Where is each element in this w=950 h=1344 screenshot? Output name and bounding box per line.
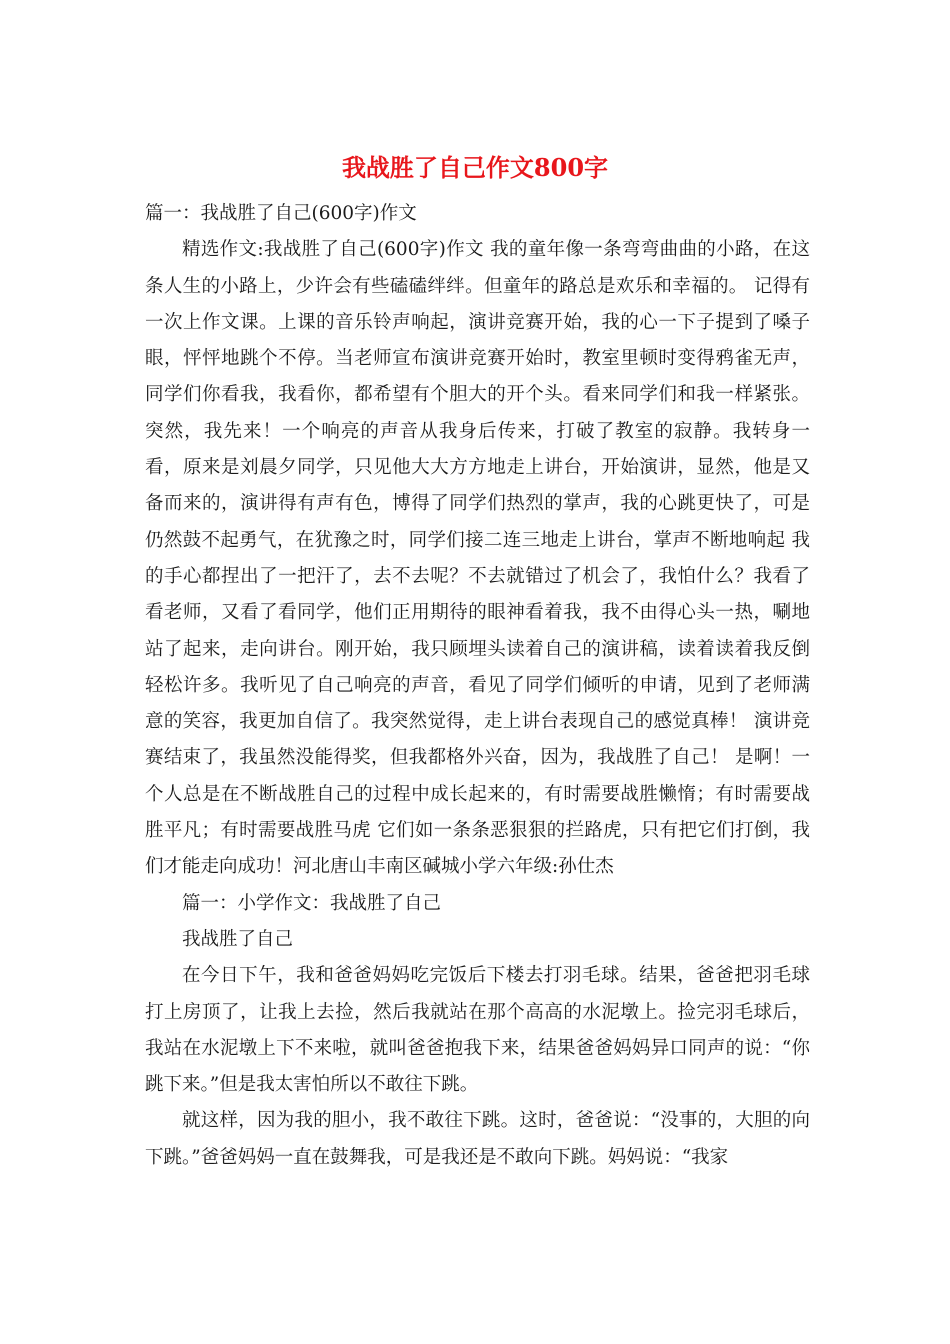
section-heading-2: 篇一：小学作文：我战胜了自己 (182, 892, 442, 914)
document-body (145, 196, 810, 1176)
essay-paragraph-1: 精选作文:我战胜了自己(600字)作文 我的童年像一条弯弯曲曲的小路，在这条人生的小路上，少许会有些磕磕绊绊。但童年的路总是欢乐和幸福的。 记得有一次上作文课。上课的音乐铃声响起，演讲竞赛开始，我的心一下子提到了嗓子眼，怦怦地跳个不停。当老师宣布演讲竞赛开始时，教室里顿时变得鸦雀无声，同学们你看我，我看你，都希望有个胆大的开个头。看来同学们和我一样紧张。突然，我先来！一个响亮的声音从我身后传来，打破了教室的寂静。我转身一看，原来是刘晨夕同学，只见他大大方方地走上讲台，开始演讲，显然，他是又备而来的，演讲得有声有色，博得了同学们热烈的掌声，我的心跳更快了，可是仍然鼓不起勇气，在犹豫之时，同学们接二连三地走上讲台，掌声不断地响起 我的手心都捏出了一把汗了，去不去呢？不去就错过了机会了，我怕什么？我看了看老师，又看了看同学，他们正用期待的眼神看着我，我不由得心头一热，唰地站了起来，走向讲台。刚开始，我只顾埋头读着自己的演讲稿，读着读着我反倒轻松许多。我听见了自己响亮的声音，看见了同学们倾听的申请，见到了老师满意的笑容，我更加自信了。我突然觉得，走上讲台表现自己的感觉真棒！ 演讲竞赛结束了，我虽然没能得奖，但我都格外兴奋，因为，我战胜了自己！ 是啊！一个人总是在不断战胜自己的过程中成长起来的，有时需要战胜懒惰；有时需要战胜平凡；有时需要战胜马虎 它们如一条条恶狠狠的拦路虎，只有把它们打倒，我们才能走向成功！河北唐山丰南区碱城小学六年级:孙仕杰 (145, 239, 810, 878)
essay-paragraph-3: 就这样，因为我的胆小，我不敢往下跳。这时，爸爸说：“没事的，大胆的向下跳。”爸爸妈妈一直在鼓舞我，可是我还是不敢向下跳。妈妈说：“我家 (145, 1110, 810, 1168)
section-heading-1: 篇一：我战胜了自己(600字)作文 (145, 203, 417, 224)
essay-paragraph-2: 在今日下午，我和爸爸妈妈吃完饭后下楼去打羽毛球。结果，爸爸把羽毛球打上房顶了，让我上去捡，然后我就站在那个高高的水泥墩上。捡完羽毛球后，我站在水泥墩上下不来啦，就叫爸爸抱我下来，结果爸爸妈妈异口同声的说：“你跳下来。”但是我太害怕所以不敢往下跳。 (145, 965, 810, 1096)
essay-subtitle: 我战胜了自己 (182, 928, 294, 950)
document-title: 我战胜了自己作文800字 (341, 153, 609, 182)
